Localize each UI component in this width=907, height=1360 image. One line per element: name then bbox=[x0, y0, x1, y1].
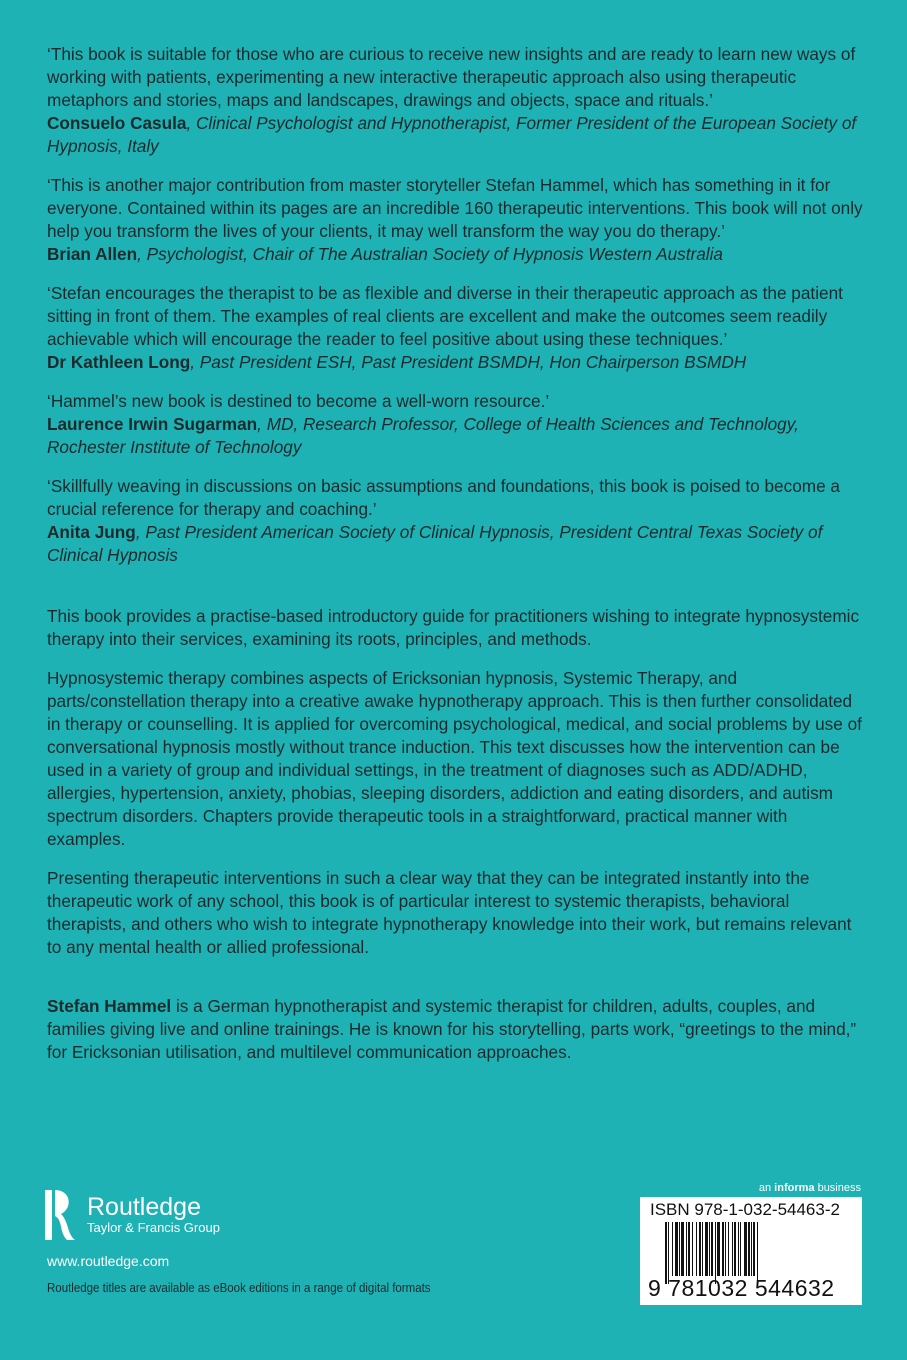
barcode-bars bbox=[665, 1222, 850, 1280]
endorser-name: Anita Jung bbox=[47, 522, 136, 542]
isbn-barcode bbox=[640, 1197, 862, 1305]
endorsement bbox=[47, 174, 865, 266]
author-bio bbox=[47, 995, 865, 1064]
description-paragraph: Presenting therapeutic interventions in such a clear way that they can be integrated instantly into the therapeutic work of any school, this book is of particular interest to systemic therapists, behavioral therapists, and others who wish to integrate hypnotherapy knowledge into their work, but remains relevant to any mental health or allied professional. bbox=[47, 868, 852, 957]
routledge-logo bbox=[45, 1188, 220, 1242]
routledge-r-logo-icon bbox=[45, 1188, 77, 1242]
endorser-role: , Psychologist, Chair of The Australian Society of Hypnosis Western Australia bbox=[137, 244, 723, 264]
description-paragraph: Hypnosystemic therapy combines aspects of Ericksonian hypnosis, Systemic Therapy, and parts/constellation therapy into a creative awake hypnotherapy approach. This is then further consolidated in therapy or counselling. It is applied for overcoming psychological, medical, and social problems by use of conversational hypnosis mostly without trance induction. This text discusses how the intervention can be used in a variety of group and individual settings, in the treatment of diagnoses such as ADD/ADHD, allergies, hypertension, anxiety, phobias, sleeping disorders, addiction and eating disorders, and autism spectrum disorders. Chapters provide therapeutic tools in a straightforward, practical manner with examples. bbox=[47, 668, 862, 849]
publisher-group: Taylor & Francis Group bbox=[87, 1220, 220, 1235]
quote-text: ‘Hammel’s new book is destined to become a well-worn resource.’ bbox=[47, 391, 550, 411]
endorser-name: Laurence Irwin Sugarman bbox=[47, 414, 258, 434]
quote-attribution bbox=[47, 112, 865, 158]
endorser-role: , Past President ESH, Past President BSMDH, Hon Chairperson BSMDH bbox=[190, 352, 747, 372]
endorsements bbox=[47, 43, 865, 567]
endorser-role: , Past President American Society of Clinical Hypnosis, President Central Texas Society of Clinical Hypnosis bbox=[47, 522, 823, 565]
quote-text: ‘Skillfully weaving in discussions on basic assumptions and foundations, this book is poised to become a crucial reference for therapy and coaching.’ bbox=[47, 476, 840, 519]
barcode-digits: 9 781032 544632 bbox=[648, 1275, 835, 1301]
quote-attribution bbox=[47, 351, 865, 374]
endorser-name: Brian Allen bbox=[47, 244, 138, 264]
quote-text: ‘This book is suitable for those who are curious to receive new insights and are ready to learn new ways of working with patients, experimenting a new interactive therapeutic approach also using therapeutic metaphors and stories, maps and landscapes, drawings and objects, space and rituals.’ bbox=[47, 44, 856, 110]
quote-attribution bbox=[47, 243, 865, 266]
isbn-label: ISBN 978-1-032-54463-2 bbox=[650, 1200, 840, 1219]
quote-attribution bbox=[47, 521, 865, 567]
quote-text: ‘Stefan encourages the therapist to be as flexible and diverse in their therapeutic approach as the patient sitting in front of them. The examples of real clients are excellent and make the outcomes seem readily achievable which will encourage the reader to feel positive about using these techniques.’ bbox=[47, 283, 843, 349]
author-name: Stefan Hammel bbox=[47, 996, 172, 1016]
endorsement bbox=[47, 282, 865, 374]
endorsement bbox=[47, 43, 865, 158]
ebook-note: Routledge titles are available as eBook editions in a range of digital formats bbox=[47, 1281, 431, 1295]
endorser-name: Dr Kathleen Long bbox=[47, 352, 191, 372]
publisher-name: Routledge bbox=[87, 1193, 201, 1221]
endorser-name: Consuelo Casula bbox=[47, 113, 187, 133]
endorser-role: , MD, Research Professor, College of Health Sciences and Technology, Rochester Institute of Technology bbox=[47, 414, 799, 457]
endorser-role: , Clinical Psychologist and Hypnotherapist, Former President of the European Society of Hypnosis, Italy bbox=[47, 113, 857, 156]
quote-text: ‘This is another major contribution from master storyteller Stefan Hammel, which has something in it for everyone. Contained within its pages are an incredible 160 therapeutic interventions. This book will not only help you transform the lives of your clients, it may well transform the way you do therapy.’ bbox=[47, 175, 863, 241]
publisher-url[interactable]: www.routledge.com bbox=[47, 1253, 170, 1269]
book-description bbox=[47, 605, 865, 959]
quote-attribution bbox=[47, 413, 865, 459]
informa-tagline: an informa business bbox=[758, 1182, 861, 1194]
author-bio-text: is a German hypnotherapist and systemic therapist for children, adults, couples, and families giving live and online trainings. He is known for his storytelling, parts work, “greetings to the mind,” for Ericksonian utilisation, and multilevel communication approaches. bbox=[47, 996, 857, 1062]
back-cover-text bbox=[47, 43, 865, 1064]
endorsement bbox=[47, 390, 865, 459]
endorsement bbox=[47, 475, 865, 567]
description-paragraph: This book provides a practise-based introductory guide for practitioners wishing to integrate hypnosystemic therapy into their services, examining its roots, principles, and methods. bbox=[47, 606, 860, 649]
